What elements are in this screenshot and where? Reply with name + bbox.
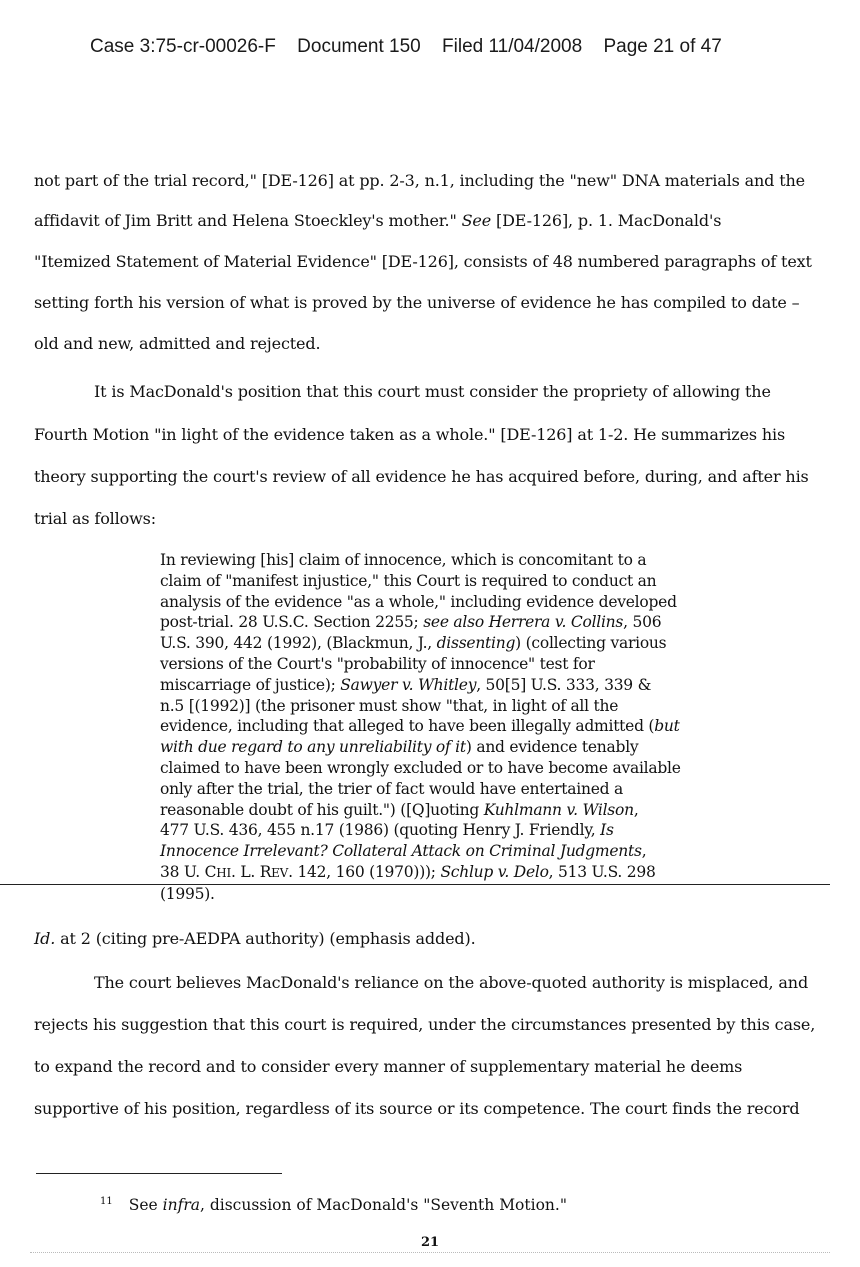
- quote-text: , 50[5] U.S. 333, 339 &: [476, 675, 652, 694]
- body-line-8: theory supporting the court's review of all evidence he has acquired before, during, and after his: [34, 467, 809, 486]
- citation-schlup: Schlup v. Delo: [440, 862, 549, 881]
- body-line-4: setting forth his version of what is proved by the universe of evidence he has compiled to date –: [34, 293, 800, 312]
- para2-line-1: The court believes MacDonald's reliance on the above-quoted authority is misplaced, and: [94, 973, 809, 992]
- after-quote-text: at 2 (citing pre-AEDPA authority) (emphasis added).: [55, 929, 476, 948]
- body-line-2: [34, 211, 721, 230]
- quote-line: analysis of the evidence "as a whole," including evidence developed: [160, 592, 677, 611]
- quote-line: [160, 737, 720, 758]
- small-caps: EV: [271, 865, 289, 880]
- case-number: Case 3:75-cr-00026-F: [90, 36, 276, 57]
- quote-text: ) and evidence tenably: [465, 738, 639, 757]
- body-line-5: old and new, admitted and rejected.: [34, 334, 321, 353]
- footnote: [100, 1196, 567, 1214]
- small-caps: HI: [216, 865, 231, 880]
- article-title: Is: [600, 821, 614, 840]
- case-header: [90, 36, 830, 58]
- quote-line: [160, 862, 720, 884]
- citation-kuhlmann: Kuhlmann v. Wilson: [483, 800, 634, 819]
- quote-line: versions of the Court's "probability of innocence" test for: [160, 654, 595, 673]
- emphasis-text: with due regard to any unreliability of it: [160, 738, 466, 757]
- para2-line-3: to expand the record and to consider every manner of supplementary material he deems: [34, 1057, 743, 1076]
- quote-line: [160, 800, 720, 821]
- para2-line-2: rejects his suggestion that this court is required, under the circumstances presented by this case,: [34, 1015, 816, 1034]
- footnote-text: , discussion of MacDonald's "Seventh Motion.": [199, 1196, 567, 1214]
- citation-herrera: see also Herrera v. Collins: [423, 613, 624, 632]
- footnote-see: See: [128, 1196, 163, 1214]
- quote-line: [160, 675, 720, 696]
- quote-line: n.5 [(1992)] (the prisoner must show "that, in light of all the: [160, 696, 619, 715]
- quote-text: ) (collecting various: [515, 634, 667, 653]
- body-line-1: not part of the trial record," [DE-126] at pp. 2-3, n.1, including the "new" DNA materials and the: [34, 171, 805, 190]
- quote-text: miscarriage of justice);: [160, 675, 341, 694]
- article-title: Innocence Irrelevant? Collateral Attack on Criminal Judgments: [160, 842, 642, 861]
- quote-text: 38 U. C: [160, 862, 217, 881]
- quote-text: U.S. 390, 442 (1992), (Blackmun, J.,: [160, 634, 437, 653]
- block-quote: [160, 550, 720, 905]
- quote-line: claimed to have been wrongly excluded or to have become available: [160, 758, 681, 777]
- quote-line: [160, 841, 720, 862]
- body-line-3: "Itemized Statement of Material Evidence" [DE-126], consists of 48 numbered paragraphs of text: [34, 252, 812, 271]
- filed-date: Filed 11/04/2008: [442, 36, 583, 57]
- footnote-separator: [36, 1173, 282, 1174]
- see-signal: See: [461, 211, 492, 230]
- page-number: 21: [420, 1235, 440, 1250]
- horizontal-rule: [0, 884, 830, 885]
- quote-text: evidence, including that alleged to have been illegally admitted (: [160, 717, 655, 736]
- citation-sawyer: Sawyer v. Whitley: [340, 675, 477, 694]
- body-line-2-text: affidavit of Jim Britt and Helena Stoeckley's mother.": [34, 211, 457, 230]
- quote-text: ,: [641, 842, 647, 861]
- after-quote-line: [34, 929, 476, 948]
- quote-text: 477 U.S. 436, 455 n.17 (1986) (quoting Henry J. Friendly,: [160, 821, 601, 840]
- body-line-6: It is MacDonald's position that this court must consider the propriety of allowing the: [94, 382, 771, 401]
- page-of-total: Page 21 of 47: [603, 36, 722, 57]
- quote-line: In reviewing [his] claim of innocence, which is concomitant to a: [160, 551, 647, 569]
- quote-text: , 506: [623, 613, 662, 632]
- body-line-7: Fourth Motion "in light of the evidence taken as a whole." [DE-126] at 1-2. He summarizes his: [34, 425, 786, 444]
- para2-line-4: supportive of his position, regardless of its source or its competence. The court finds the record: [34, 1099, 800, 1118]
- body-line-2-rest: [DE-126], p. 1. MacDonald's: [491, 211, 722, 230]
- body-line-9: trial as follows:: [34, 509, 156, 528]
- document-number: Document 150: [297, 36, 421, 57]
- quote-text: ,: [633, 800, 639, 819]
- quote-line: [160, 633, 720, 654]
- quote-line: (1995).: [160, 884, 215, 903]
- dissenting-signal: dissenting: [436, 634, 516, 653]
- quote-text: reasonable doubt of his guilt.") ([Q]uoting: [160, 800, 484, 819]
- quote-line: claim of "manifest injustice," this Court is required to conduct an: [160, 571, 657, 590]
- quote-text: . L. R: [230, 862, 272, 881]
- footnote-number: 11: [100, 1196, 113, 1207]
- quote-line: [160, 716, 720, 737]
- quote-text: post-trial. 28 U.S.C. Section 2255;: [160, 613, 424, 632]
- quote-line: only after the trial, the trier of fact would have entertained a: [160, 779, 623, 798]
- footnote-infra: infra: [162, 1196, 200, 1214]
- quote-line: [160, 820, 720, 841]
- quote-text: , 513 U.S. 298: [548, 862, 656, 881]
- quote-line: [160, 612, 720, 633]
- emphasis-text: but: [654, 717, 680, 736]
- id-signal: Id.: [34, 929, 56, 948]
- scan-artifact-dots: [30, 1252, 830, 1253]
- quote-text: . 142, 160 (1970)));: [288, 862, 441, 881]
